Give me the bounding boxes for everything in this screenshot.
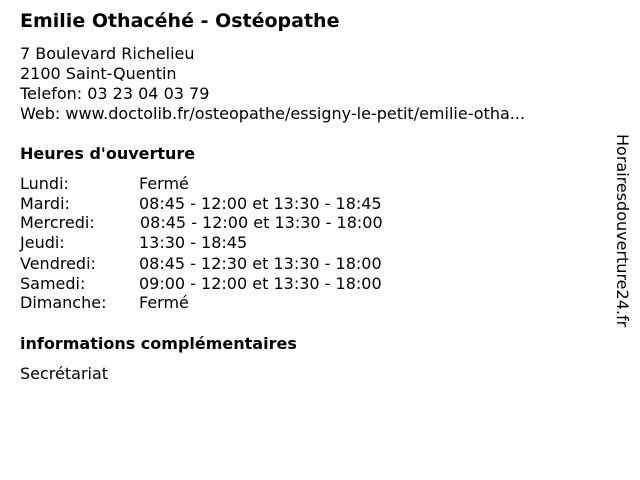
hours-day: Vendredi: [20,254,96,273]
hours-day: Jeudi: [20,233,65,252]
hours-row-jeudi [20,233,580,253]
address-city: 2100 Saint-Quentin [20,64,177,83]
hours-row-samedi [20,274,580,294]
extra-info-text: Secrétariat [20,364,109,383]
hours-time: 13:30 - 18:45 [139,233,248,252]
hours-day: Mercredi: [20,213,95,232]
hours-time: Fermé [139,293,189,312]
hours-row-mercredi [20,213,580,233]
hours-row-vendredi [20,254,580,274]
hours-row-dimanche [20,293,580,313]
hours-day: Lundi: [20,174,69,193]
phone-number: Telefon: 03 23 04 03 79 [20,84,210,103]
hours-heading: Heures d'ouverture [20,144,196,163]
website-link[interactable]: Web: www.doctolib.fr/osteopathe/essigny-le-petit/emilie-otha... [20,104,526,123]
extra-info-heading: informations complémentaires [20,334,297,353]
page-title: Emilie Othacéhé - Ostéopathe [20,10,340,32]
address-street: 7 Boulevard Richelieu [20,44,195,63]
hours-time: 08:45 - 12:00 et 13:30 - 18:45 [139,194,382,213]
hours-row-lundi [20,174,580,194]
hours-time: 08:45 - 12:00 et 13:30 - 18:00 [140,213,383,232]
hours-day: Dimanche: [20,293,107,312]
site-watermark: Horairesdouverture24.fr [613,134,632,328]
hours-day: Mardi: [20,194,70,213]
hours-time: Fermé [139,174,189,193]
hours-day: Samedi: [20,274,86,293]
hours-time: 09:00 - 12:00 et 13:30 - 18:00 [139,274,382,293]
hours-time: 08:45 - 12:30 et 13:30 - 18:00 [139,254,382,273]
hours-row-mardi [20,194,580,214]
